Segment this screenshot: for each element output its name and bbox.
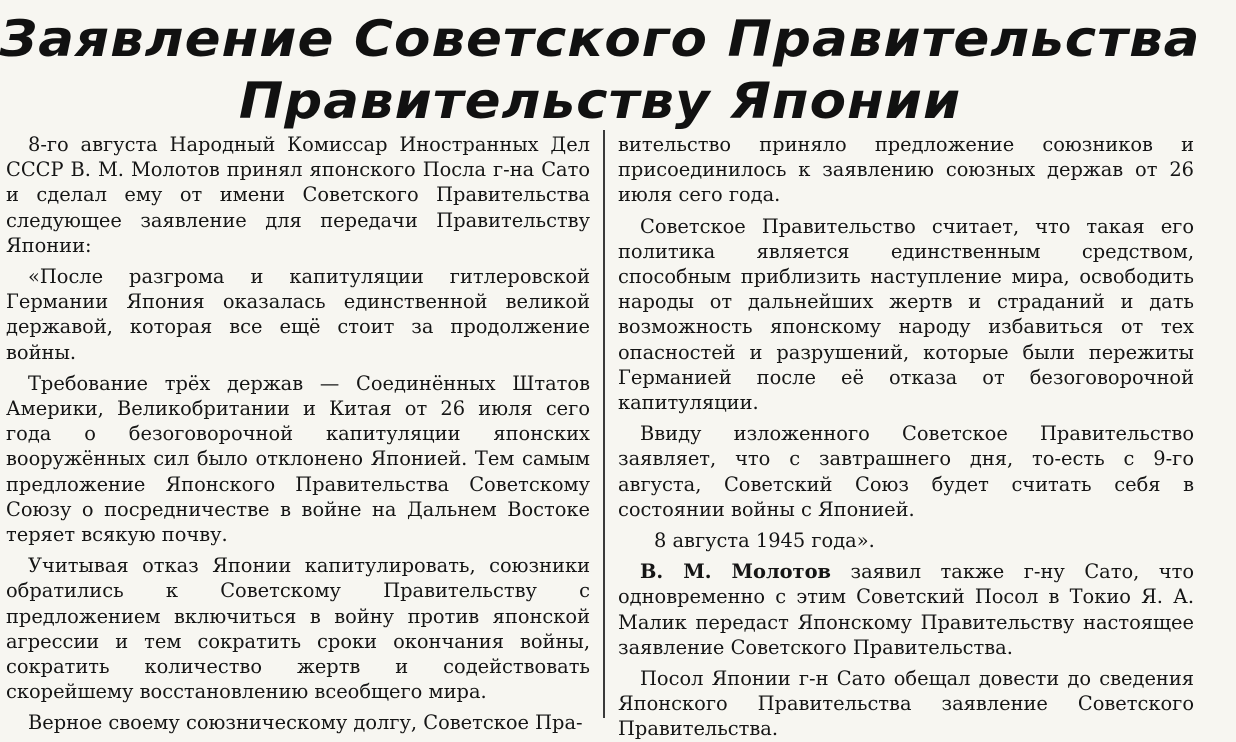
paragraph-molotov	[618, 559, 1194, 660]
molotov-name: В. М. Молотов	[640, 560, 831, 584]
statement-date: 8 августа 1945 года».	[654, 529, 875, 553]
paragraph-quote-start: «После разгрома и капитуляции гитлеровской Германии Япония оказалась единственной великой державой, которая все ещё стоит за продолжение войны.	[6, 265, 590, 364]
paragraph-allies-appeal: Учитывая отказ Японии капитулировать, союзники обратились к Советскому Правительству с предложением включиться в войну против японской агрессии и тем сократить сроки окончания войны, сократить количество жертв и содействовать скорейшему восстановлению всеобщего мира.	[6, 554, 590, 704]
paragraph-policy: Советское Правительство считает, что такая его политика является единственным средством, способным приблизить наступление мира, освободить народы от дальнейших жертв и страданий и дать возможность японскому народу избавиться от тех опасностей и разрушений, которые были пережиты Германией после её отказа от безоговорочной капитуляции.	[618, 214, 1194, 415]
headline-line-2: Правительству Японии	[238, 72, 962, 130]
paragraph-continuation: вительство приняло предложение союзников и присоединилось к заявлению союзных держав от 26 июля сего года.	[618, 133, 1194, 207]
column-divider	[603, 130, 605, 718]
headline-line-1: Заявление Советского Правительства	[0, 10, 1201, 68]
right-column	[618, 132, 1195, 741]
paragraph-intro: 8-го августа Народный Комиссар Иностранных Дел СССР В. М. Молотов принял японского Посла г-на Сато и сделал ему от имени Советского Правительства следующее заявление для передачи Правительству Японии:	[6, 133, 590, 257]
paragraph-allied-duty: Верное своему союзническому долгу, Советское Пра-	[28, 711, 583, 735]
left-column	[6, 132, 590, 735]
molotov-text: заявил также г-ну Сато, что одновременно с этим Советский Посол в Токио Я. А. Малик передаст Японскому Правительству настоящее заявление Советского Правительства.	[618, 560, 1195, 659]
paragraph-sato: Посол Японии г-н Сато обещал довести до сведения Японского Правительства заявление Советского Правительства.	[618, 667, 1194, 741]
paragraph-declaration-of-war: Ввиду изложенного Советское Правительство заявляет, что с завтрашнего дня, то-есть с 9-го августа, Советский Союз будет считать себя в состоянии войны с Японией.	[618, 422, 1194, 521]
paragraph-three-powers: Требование трёх держав — Соединённых Штатов Америки, Великобритании и Китая от 26 июля сего года о безоговорочной капитуляции японских вооружённых сил было отклонено Японией. Тем самым предложение Японского Правительства Советскому Союзу о посредничестве в войне на Дальнем Востоке теряет всякую почву.	[6, 371, 590, 547]
